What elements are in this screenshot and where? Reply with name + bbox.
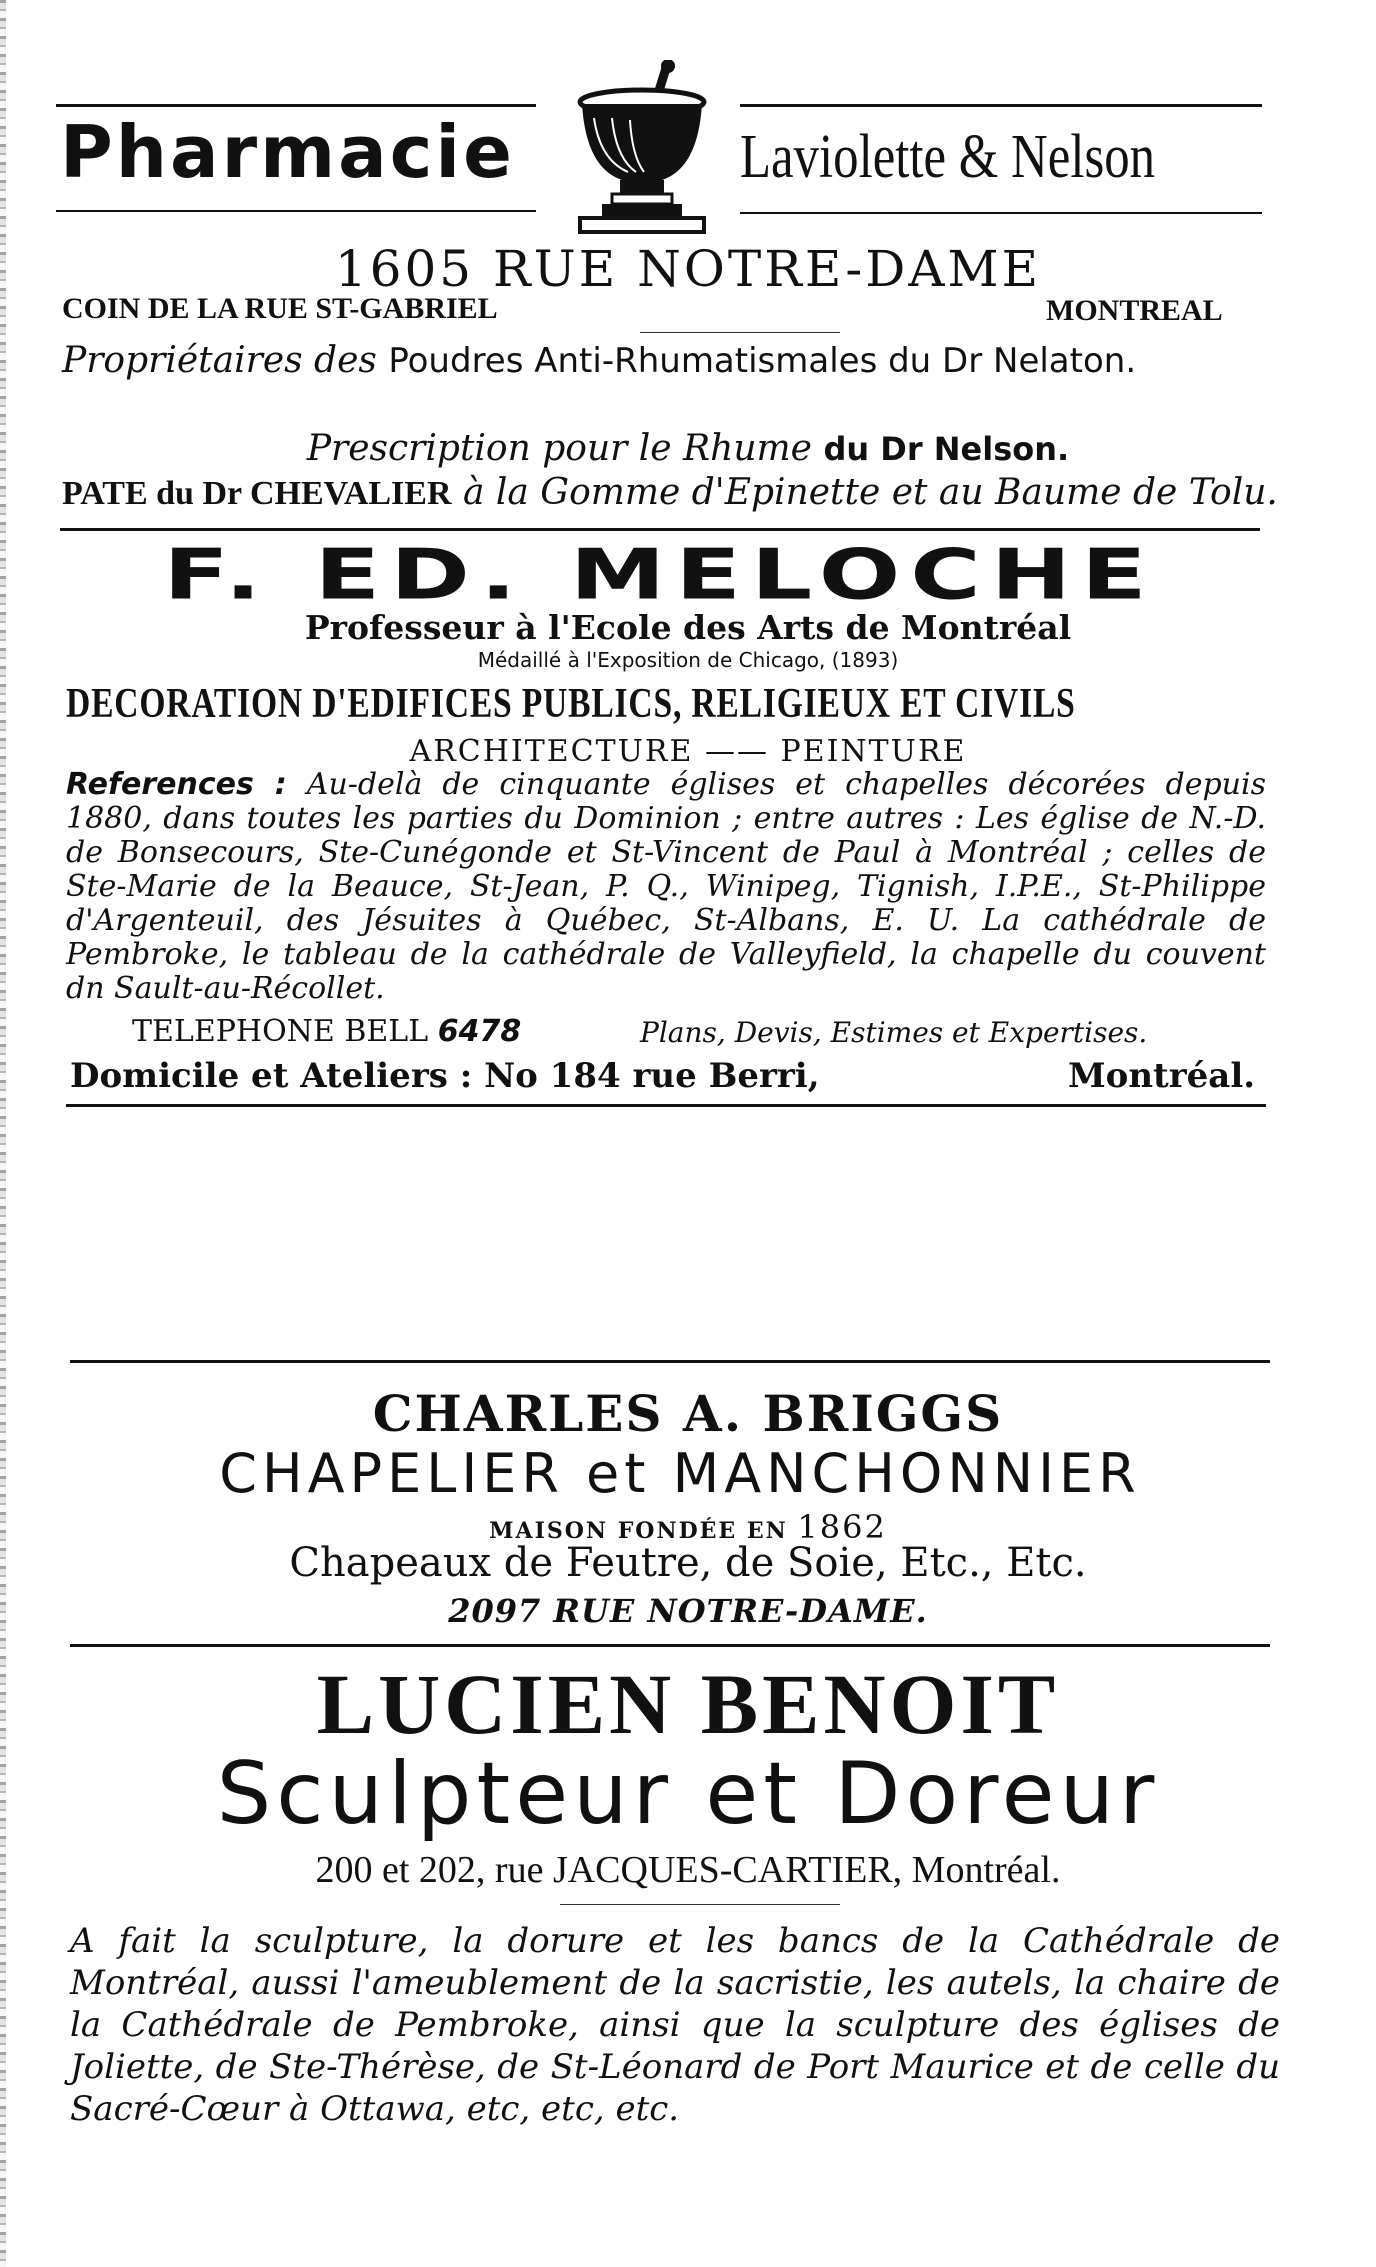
pharmacie-owners: Laviolette & Nelson	[740, 123, 1156, 191]
prescription-lead: Prescription pour le Rhume	[306, 428, 812, 469]
briggs-address: 2097 RUE NOTRE-DAME.	[448, 1592, 928, 1630]
section-rule-1	[60, 528, 1260, 531]
top-rule-left	[56, 104, 536, 107]
briggs-trade: CHAPELIER et MANCHONNIER	[219, 1442, 1141, 1505]
meloche-domicile: Domicile et Ateliers : No 184 rue Berri,	[70, 1056, 820, 1096]
top-rule-right-lower	[740, 212, 1262, 214]
meloche-city: Montréal.	[1068, 1056, 1256, 1096]
mortar-and-pestle-icon	[572, 60, 712, 240]
address-underline	[640, 332, 840, 333]
top-rule-right	[740, 104, 1262, 107]
telephone-number: 6478	[437, 1014, 522, 1049]
pharmacie-corner: COIN DE LA RUE ST-GABRIEL	[62, 292, 498, 325]
prescription-line	[0, 428, 1376, 469]
pate-rest: à la Gomme d'Epinette et au Baume de Tolu.	[462, 472, 1278, 513]
section-rule-4	[70, 1644, 1270, 1647]
meloche-decoration: DECORATION D'EDIFICES PUBLICS, RELIGIEUX ET CIVILS	[66, 681, 1076, 727]
meloche-telephone	[132, 1014, 521, 1049]
meloche-medaille: Médaillé à l'Exposition de Chicago, (1893)	[477, 648, 899, 672]
telephone-label: TELEPHONE BELL	[132, 1014, 429, 1049]
pharmacie-city: MONTREAL	[1046, 294, 1223, 327]
maison-year: 1862	[797, 1508, 887, 1546]
briggs-name: CHARLES A. BRIGGS	[372, 1384, 1004, 1443]
pate-line	[62, 472, 1278, 513]
pate-lead: PATE du Dr CHEVALIER	[62, 475, 452, 512]
section-rule-2	[66, 1104, 1266, 1107]
meloche-professeur: Professeur à l'Ecole des Arts de Montréal	[304, 608, 1072, 647]
prescription-rest: du Dr Nelson.	[823, 430, 1070, 468]
pharmacie-title: Pharmacie	[60, 110, 515, 194]
references-lead: References :	[66, 767, 287, 802]
proprietaires-line	[62, 340, 1262, 382]
maison-label: MAISON FONDÉE EN	[489, 1518, 788, 1544]
meloche-references	[66, 768, 1266, 1006]
references-text: Au-delà de cinquante églises et chapelles décorées depuis 1880, dans toutes les parties du Dominion ; entre autres : Les église de N.-D. de Bonsecours, Ste-Cunégonde et St-Vincent de Paul à Montréal ; celles de Ste-Marie de la Beauce, St-Jean, P. Q., Winipeg, Tignish, I.P.E., St-Philippe d'Argenteuil, des Jésuites à Québec, St-Albans, E. U. La cathédrale de Pembroke, le tableau de la cathédrale de Valleyfield, la chapelle du couvent dn Sault-au-Récollet.	[66, 767, 1266, 1006]
briggs-products: Chapeaux de Feutre, de Soie, Etc., Etc.	[289, 1540, 1087, 1586]
proprietaires-lead: Propriétaires des	[62, 340, 377, 381]
address-short-rule	[560, 1904, 840, 1905]
meloche-architecture: ARCHITECTURE —— PEINTURE	[409, 734, 967, 769]
page-edge	[0, 0, 6, 2267]
meloche-plans: Plans, Devis, Estimes et Expertises.	[640, 1016, 1148, 1049]
meloche-name: F. ED. MELOCHE	[163, 534, 1157, 615]
top-rule-left-lower	[56, 210, 536, 212]
proprietaires-product: Poudres Anti-Rhumatismales du Dr Nelaton.	[388, 341, 1137, 381]
benoit-trade: Sculpteur et Doreur	[216, 1744, 1160, 1844]
section-rule-3	[70, 1360, 1270, 1363]
pharmacie-address: 1605 RUE NOTRE-DAME	[334, 240, 1042, 298]
benoit-description: A fait la sculpture, la dorure et les bancs de la Cathédrale de Montréal, aussi l'ameublement de la sacristie, les autels, la chaire de la Cathédrale de Pembroke, ainsi que la sculpture des églises de Joliette, de Ste-Thérèse, de St-Léonard de Port Maurice et de celle du Sacré-Cœur à Ottawa, etc, etc, etc.	[70, 1921, 1280, 2129]
benoit-name: LUCIEN BENOIT	[316, 1656, 1060, 1752]
benoit-address: 200 et 202, rue JACQUES-CARTIER, Montréal.	[315, 1849, 1061, 1891]
